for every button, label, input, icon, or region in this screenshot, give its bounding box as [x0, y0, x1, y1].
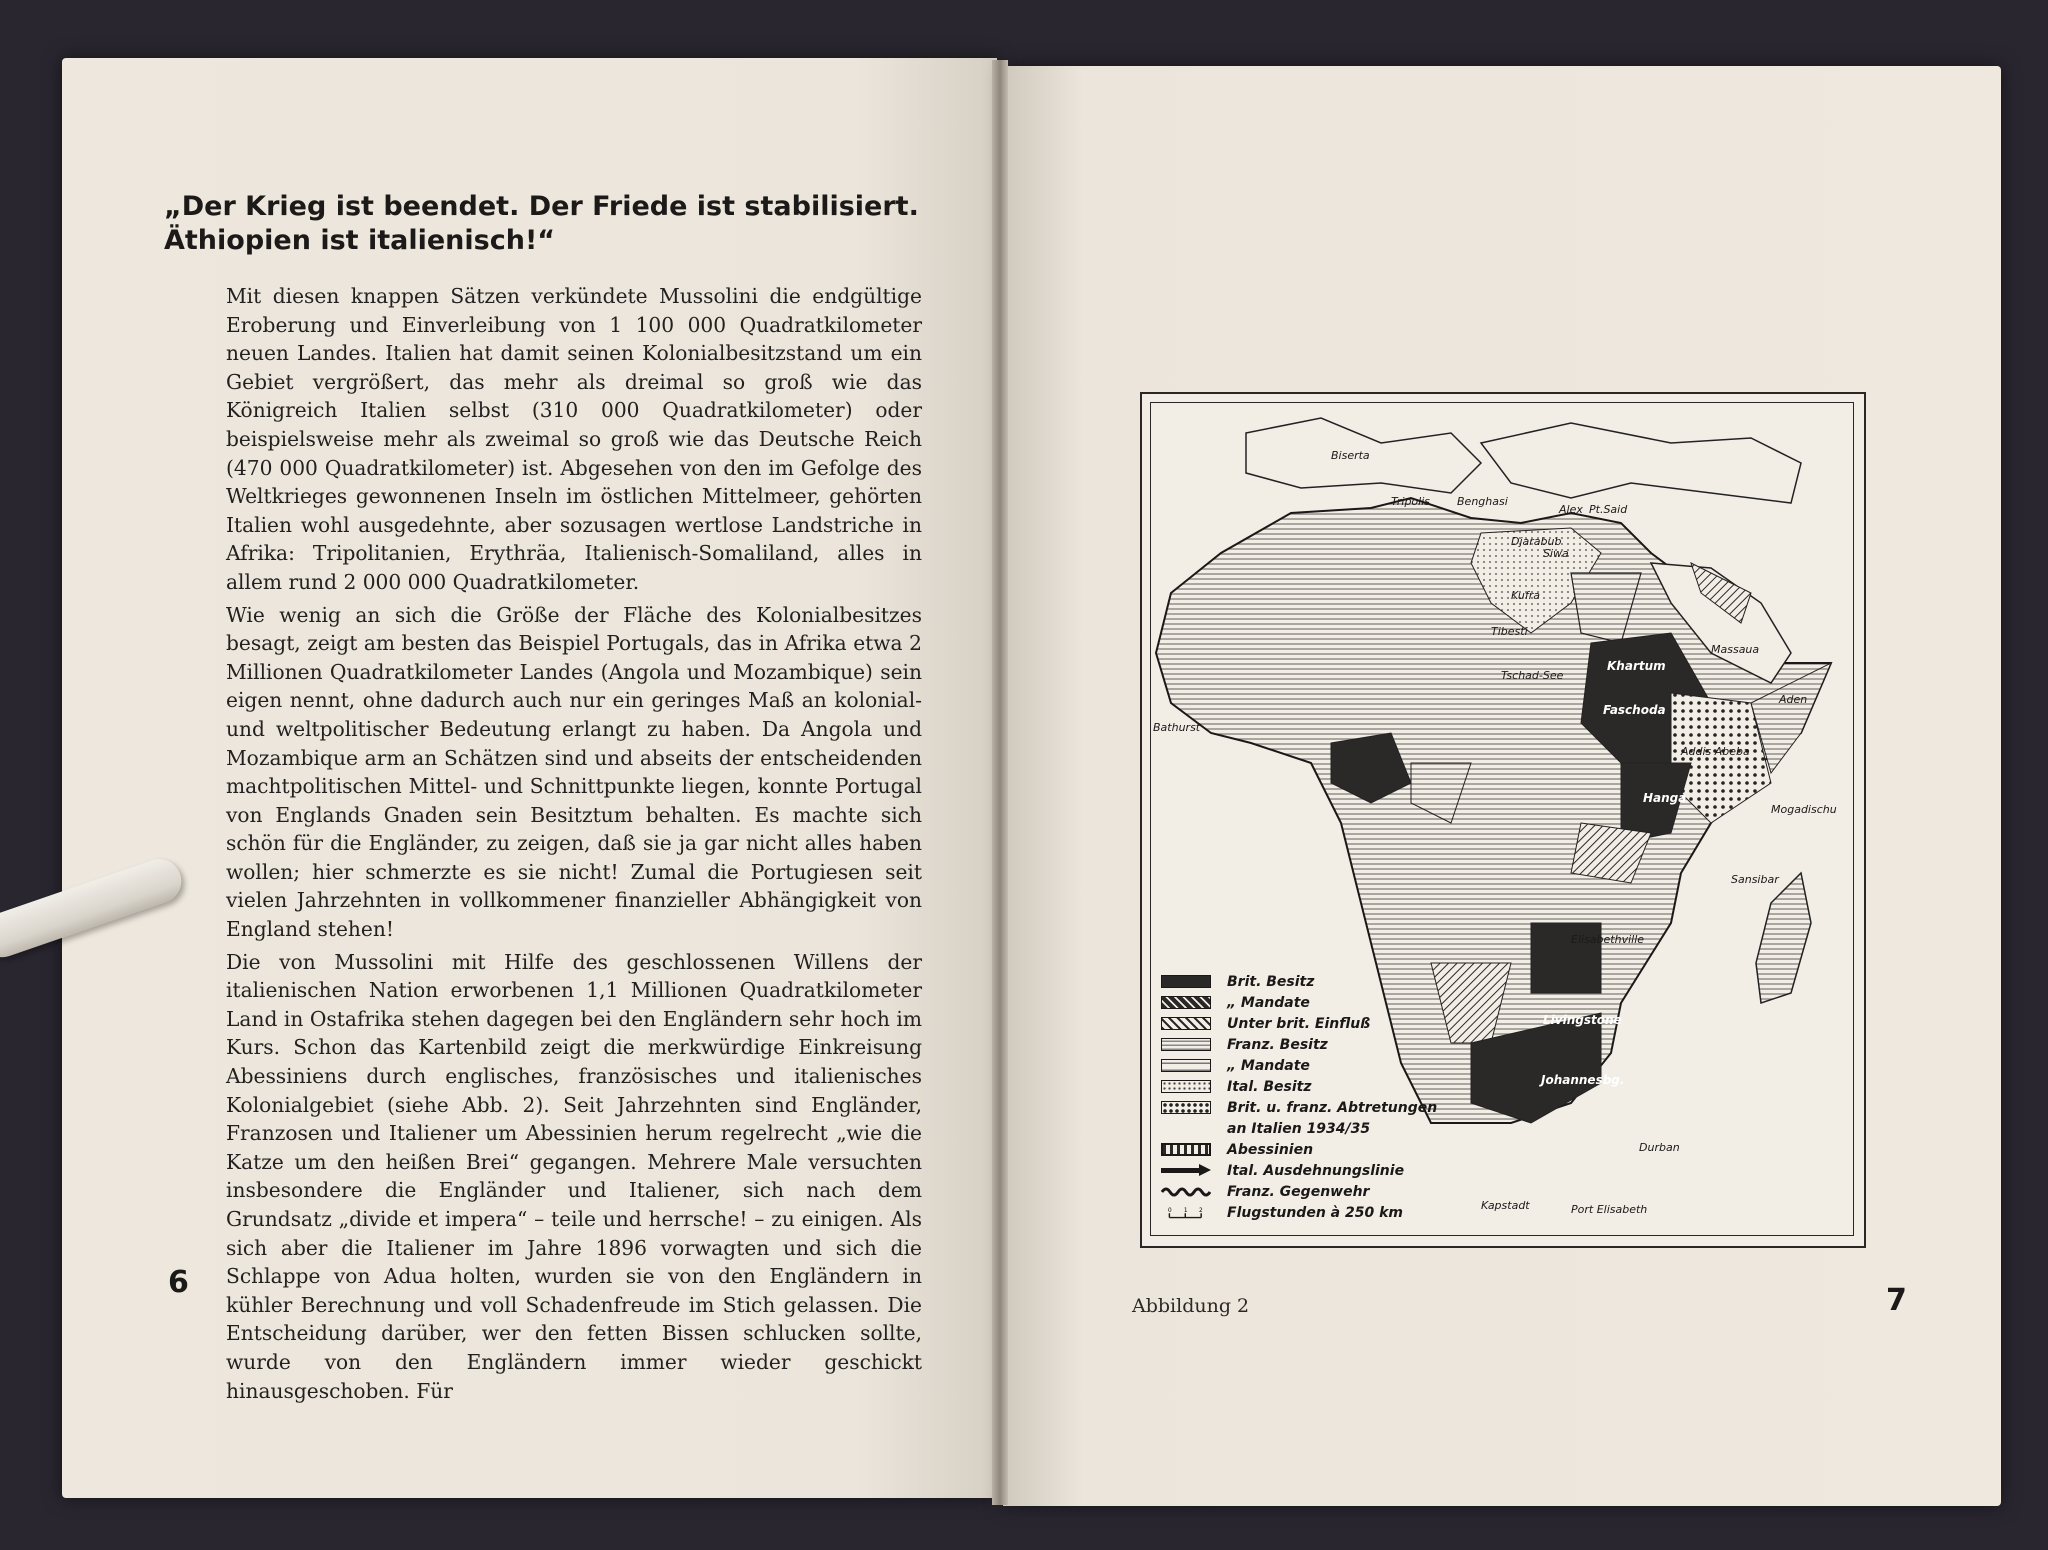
label-hanga: Hanga [1643, 791, 1687, 805]
legend-label: Ital. Ausdehnungslinie [1227, 1162, 1405, 1179]
legend-item [1161, 1055, 1481, 1076]
label-durban: Durban [1639, 1141, 1680, 1154]
paragraph-3: Die von Mussolini mit Hilfe des geschlossenen Willens der italienischen Nation erworbenen 1,1 Millionen Quadratkilometer Land in Ostafrika stehen dagegen bei den Engländern sehr hoch im Kurs. Schon das Kartenbild zeigt die merkwürdige Einkreisung Abessiniens durch englisches, französisches und italienisches Kolonialgebiet (siehe Abb. 2). Seit Jahrzehnten sind Engländer, Franzosen und Italiener um Abessinien herum regelrecht „wie die Katze um den heißen Brei“ gegangen. Mehrere Male versuchten insbesondere die Engländer und Italiener, sich nach dem Grundsatz „divide et impera“ – teile und herrsche! – zu einigen. Als sich aber die Italiener im Jahre 1896 vorwagten und sich die Schlappe von Adua holten, wurden sie von den Engländern in kühler Berechnung und voll Schadenfreude im Stich gelassen. Die Entscheidung darüber, wer den fetten Bissen schlucken sollte, wurde von den Engländern immer wieder geschickt hinausgeschoben. Für [226, 949, 922, 1403]
label-khartum: Khartum [1607, 659, 1666, 673]
label-tibesti: Tibesti [1491, 625, 1528, 638]
legend-swatch [1161, 1059, 1211, 1072]
label-tripolis: Tripolis [1391, 495, 1430, 508]
book-gutter [992, 60, 1008, 1505]
label-aden: Aden [1779, 693, 1808, 706]
africa-map-figure [1140, 392, 1866, 1248]
label-livingstone: Livingstone [1543, 1013, 1622, 1027]
legend-item [1161, 1139, 1481, 1160]
legend-item [1161, 1034, 1481, 1055]
scale-bar-icon [1161, 1206, 1211, 1219]
label-addis-abeba: Addis Abeba [1681, 745, 1750, 758]
legend-swatch [1161, 975, 1211, 988]
legend-item [1161, 1160, 1481, 1181]
page-number-left: 6 [168, 1265, 189, 1300]
legend-label: Ital. Besitz [1227, 1078, 1312, 1095]
legend-item [1161, 992, 1481, 1013]
legend-item [1161, 1097, 1481, 1118]
map-legend [1161, 971, 1481, 1223]
label-port-elisabeth: Port Elisabeth [1571, 1203, 1648, 1216]
legend-label: Flugstunden à 250 km [1227, 1204, 1403, 1221]
heading-line-1: „Der Krieg ist beendet. Der Friede ist stabilisiert. [164, 191, 919, 222]
figure-caption: Abbildung 2 [1132, 1295, 1250, 1317]
legend-label: Franz. Gegenwehr [1227, 1183, 1370, 1200]
legend-item [1161, 1202, 1481, 1223]
legend-item [1161, 971, 1481, 992]
chapter-heading [164, 190, 944, 258]
legend-swatch [1161, 996, 1211, 1009]
paragraph-2: Wie wenig an sich die Größe der Fläche des Kolonialbesitzes besagt, zeigt am besten das Beispiel Portugals, das in Afrika etwa 2 Millionen Quadratkilometer Landes (Angola und Mozambique) sein eigen nennt, ohne dadurch auch nur ein geringes Maß an kolonial- und weltpolitischer Bedeutung erlangt zu haben. Da Angola und Mozambique arm an Schätzen sind und abseits der entscheidenden machtpolitischen Mittel- und Schnittpunkte liegen, konnte Portugal von Englands Gnaden sein Besitztum behalten. Es machte sich schön für die Engländer, zu zeigen, daß sie ja gar nicht alles haben wollen; hier schmerzte es sie nicht! Zumal die Portugiesen seit vielen Jahrzehnten in vollkommener finanzieller Abhängigkeit von England stehen! [226, 602, 922, 942]
asia-minor-outline [1481, 423, 1801, 503]
label-djarabub: Djarabub [1511, 535, 1562, 548]
label-benghasi: Benghasi [1457, 495, 1508, 508]
legend-label: Unter brit. Einfluß [1227, 1015, 1371, 1032]
label-pt-said: Pt.Said [1589, 503, 1628, 516]
scale-tick-2: 2 [1199, 1207, 1203, 1214]
legend-item [1161, 1118, 1481, 1139]
label-siwa: Siwa [1543, 547, 1569, 560]
label-alex: Alex [1559, 503, 1583, 516]
legend-swatch [1161, 1038, 1211, 1051]
label-biserta: Biserta [1331, 449, 1370, 462]
legend-swatch [1161, 1080, 1211, 1093]
africa-map [1150, 402, 1854, 1236]
madagascar [1756, 873, 1811, 1003]
label-bathurst: Bathurst [1153, 721, 1201, 734]
legend-label: Franz. Besitz [1227, 1036, 1328, 1053]
label-massaua: Massaua [1711, 643, 1760, 656]
legend-label: „ Mandate [1227, 1057, 1310, 1074]
scale-tick-0: 0 [1167, 1207, 1172, 1214]
arrow-icon [1161, 1164, 1211, 1177]
legend-label: „ Mandate [1227, 994, 1310, 1011]
legend-label: Brit. u. franz. Abtretungen [1227, 1099, 1438, 1116]
wave-line-icon [1161, 1185, 1211, 1198]
label-johannesbg: Johannesbg. [1541, 1073, 1625, 1087]
label-sansibar: Sansibar [1731, 873, 1779, 886]
legend-label: Brit. Besitz [1227, 973, 1315, 990]
legend-item [1161, 1013, 1481, 1034]
label-kapstadt: Kapstadt [1481, 1199, 1530, 1212]
legend-item [1161, 1181, 1481, 1202]
label-tschad-see: Tschad-See [1501, 669, 1564, 682]
legend-label: an Italien 1934/35 [1227, 1120, 1371, 1137]
heading-line-2: Äthiopien ist italienisch!“ [164, 225, 556, 256]
page-number-right: 7 [1886, 1283, 1907, 1318]
legend-swatch [1161, 1101, 1211, 1114]
legend-label: Abessinien [1227, 1141, 1314, 1158]
legend-item [1161, 1076, 1481, 1097]
label-mogadischu: Mogadischu [1771, 803, 1837, 816]
legend-swatch [1161, 1143, 1211, 1156]
label-elisabethville: Elisabethville [1571, 933, 1645, 946]
label-faschoda: Faschoda [1603, 703, 1666, 717]
legend-swatch [1161, 1017, 1211, 1030]
scale-tick-1: 1 [1183, 1207, 1188, 1214]
legend-swatch-empty [1161, 1122, 1211, 1135]
paragraph-1: Mit diesen knappen Sätzen verkündete Mussolini die endgültige Eroberung und Einverleibung von 1 100 000 Quadratkilometer neuen Landes. Italien hat damit seinen Kolonialbesitzstand um ein Gebiet vergrößert, das mehr als dreimal so groß wie das Königreich Italien selbst (310 000 Quadratkilometer) oder beispielsweise mehr als zweimal so groß wie das Deutsche Reich (470 000 Quadratkilometer) ist. Abgesehen von den im Gefolge des Weltkrieges gewonnenen Inseln im östlichen Mittelmeer, gehörten Italien wohl ausgedehnte, aber sozusagen wertlose Landstriche in Afrika: Tripolitanien, Erythräa, Italienisch-Somaliland, alles in allem rund 2 000 000 Quadratkilometer. [226, 284, 922, 594]
body-text [226, 282, 922, 1409]
label-kufra: Kufra [1511, 589, 1541, 602]
